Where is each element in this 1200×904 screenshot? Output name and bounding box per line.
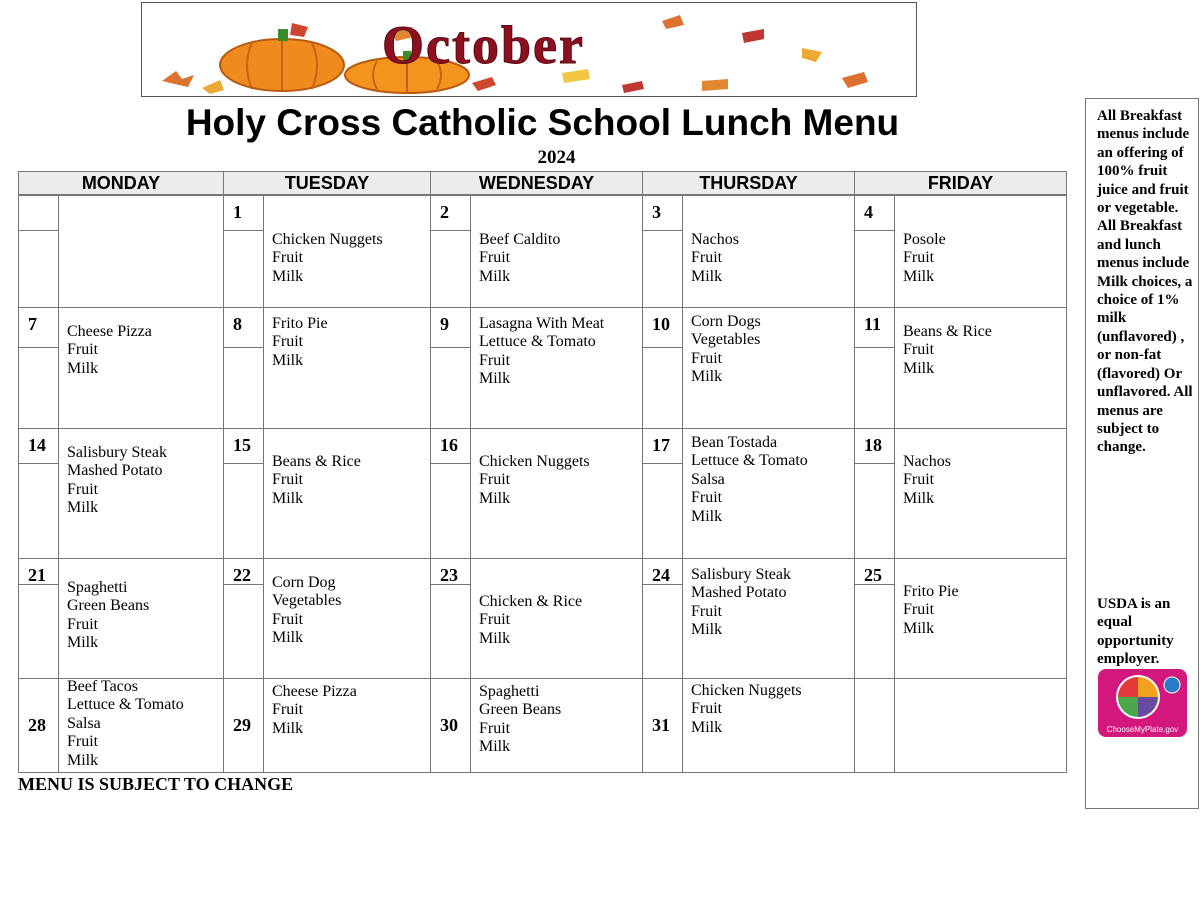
menu-items — [903, 583, 959, 638]
date-divider — [854, 347, 894, 348]
menu-items — [691, 231, 739, 286]
menu-item: Beef Caldito — [479, 231, 561, 248]
menu-item: Fruit — [479, 249, 511, 267]
menu-item: Fruit — [272, 333, 304, 351]
menu-items — [479, 231, 560, 286]
menu-item: Milk — [479, 738, 511, 756]
menu-items — [903, 323, 992, 378]
menu-items — [691, 434, 808, 526]
menu-item: Fruit — [272, 471, 304, 489]
menu-items — [903, 231, 946, 286]
date-number: 31 — [652, 715, 670, 735]
day-header-monday: MONDAY — [18, 171, 224, 195]
menu-item: Cheese Pizza — [272, 683, 357, 700]
menu-items — [479, 315, 604, 389]
menu-item: Lettuce & Tomato — [479, 333, 596, 351]
date-divider — [854, 230, 894, 231]
page-title: Holy Cross Catholic School Lunch Menu — [185, 102, 900, 143]
day-header-wednesday: WEDNESDAY — [430, 171, 643, 195]
date-number: 22 — [233, 565, 251, 585]
menu-item: Chicken & Rice — [479, 593, 583, 610]
menu-item: Fruit — [67, 615, 99, 633]
menu-item: Chicken Nuggets — [272, 231, 383, 248]
menu-item: Milk — [67, 499, 99, 517]
menu-item: Chicken Nuggets — [479, 453, 590, 470]
menu-items — [479, 593, 582, 648]
menu-item: Beans & Rice — [272, 453, 361, 470]
day-header-thursday: THURSDAY — [642, 171, 855, 195]
menu-item: Fruit — [903, 471, 935, 489]
menu-item: Mashed Potato — [691, 584, 787, 602]
menu-item: Milk — [691, 368, 723, 386]
menu-item: Corn Dogs — [691, 313, 761, 330]
menu-item: Fruit — [903, 341, 935, 359]
menu-item: Fruit — [903, 601, 935, 619]
date-divider — [642, 463, 682, 464]
menu-item: Corn Dog — [272, 574, 336, 591]
day-header-tuesday: TUESDAY — [223, 171, 431, 195]
date-column — [854, 678, 895, 773]
date-column — [18, 307, 59, 429]
menu-item: Salsa — [691, 470, 725, 488]
menu-item: Beef Tacos — [67, 678, 138, 695]
date-divider — [18, 463, 58, 464]
menu-item: Lasagna With Meat — [479, 315, 605, 332]
menu-item: Green Beans — [479, 701, 562, 719]
date-number: 11 — [864, 314, 882, 334]
date-divider — [430, 230, 470, 231]
menu-item: Milk — [691, 267, 723, 285]
date-divider — [854, 463, 894, 464]
menu-item: Cheese Pizza — [67, 323, 152, 340]
october-banner — [141, 2, 917, 97]
menu-item: Milk — [479, 370, 511, 388]
menu-item: Fruit — [67, 341, 99, 359]
date-number: 16 — [440, 435, 458, 455]
date-divider — [18, 347, 58, 348]
date-number: 15 — [233, 435, 251, 455]
menu-item: Fruit — [691, 489, 723, 507]
menu-item: Milk — [691, 507, 723, 525]
date-number: 30 — [440, 715, 458, 735]
menu-items — [67, 444, 167, 518]
menu-item: Milk — [67, 634, 99, 652]
menu-item: Milk — [67, 359, 99, 377]
date-column — [430, 195, 471, 308]
date-number: 17 — [652, 435, 670, 455]
menu-item: Milk — [479, 629, 511, 647]
date-number: 24 — [652, 565, 670, 585]
date-number: 10 — [652, 314, 670, 334]
menu-item: Fruit — [691, 602, 723, 620]
menu-item: Milk — [903, 267, 935, 285]
menu-change-notice: MENU IS SUBJECT TO CHANGE — [18, 774, 294, 794]
menu-item: Fruit — [691, 249, 723, 267]
menu-items — [272, 453, 361, 508]
menu-item: Posole — [903, 231, 946, 248]
menu-items — [903, 453, 951, 508]
menu-items — [272, 315, 328, 370]
myplate-label: ChooseMyPlate.gov — [1106, 725, 1179, 734]
menu-items — [67, 678, 184, 770]
myplate-plate-icon — [1098, 669, 1187, 727]
menu-items — [272, 683, 357, 738]
menu-item: Bean Tostada — [691, 434, 778, 451]
menu-items — [272, 231, 383, 286]
menu-item: Fruit — [903, 249, 935, 267]
menu-item: Nachos — [903, 453, 951, 470]
menu-item: Milk — [691, 621, 723, 639]
date-number: 25 — [864, 565, 882, 585]
menu-items — [691, 566, 791, 640]
menu-item: Milk — [272, 719, 304, 737]
date-column — [854, 195, 895, 308]
menu-item: Lettuce & Tomato — [691, 452, 808, 470]
day-header-friday: FRIDAY — [854, 171, 1067, 195]
menu-item: Frito Pie — [272, 315, 328, 332]
menu-items — [691, 682, 802, 737]
nutrition-sidebar — [1085, 98, 1199, 809]
date-column — [18, 195, 59, 308]
menu-items — [67, 579, 149, 653]
date-number: 23 — [440, 565, 458, 585]
menu-item: Fruit — [479, 611, 511, 629]
menu-item: Milk — [272, 351, 304, 369]
menu-item: Fruit — [479, 471, 511, 489]
menu-item: Milk — [691, 718, 723, 736]
menu-item: Milk — [272, 629, 304, 647]
menu-item: Fruit — [67, 733, 99, 751]
date-number: 1 — [233, 202, 242, 222]
date-column — [430, 307, 471, 429]
menu-items — [272, 574, 341, 648]
menu-item: Spaghetti — [479, 683, 540, 700]
menu-item: Fruit — [272, 610, 304, 628]
menu-item: Beans & Rice — [903, 323, 992, 340]
date-divider — [642, 347, 682, 348]
menu-item: Fruit — [691, 700, 723, 718]
menu-item: Fruit — [691, 349, 723, 367]
menu-item: Lettuce & Tomato — [67, 696, 184, 714]
date-number: 9 — [440, 314, 449, 334]
menu-item: Milk — [272, 267, 304, 285]
menu-item: Fruit — [479, 351, 511, 369]
menu-item: Vegetables — [272, 592, 342, 610]
menu-item: Salisbury Steak — [691, 566, 791, 583]
usda-statement: USDA is an equal opportunity employer. — [1097, 596, 1174, 668]
menu-item: Salsa — [67, 714, 101, 732]
menu-item: Fruit — [272, 249, 304, 267]
date-number: 14 — [28, 435, 46, 455]
menu-item: Vegetables — [691, 331, 761, 349]
menu-item: Mashed Potato — [67, 462, 163, 480]
date-divider — [18, 230, 58, 231]
menu-items — [479, 453, 590, 508]
lunch-calendar — [18, 171, 1066, 772]
date-divider — [223, 230, 263, 231]
menu-item: Milk — [903, 619, 935, 637]
date-column — [223, 307, 264, 429]
year-label: 2024 — [537, 147, 576, 168]
date-number: 4 — [864, 202, 873, 222]
date-divider — [430, 463, 470, 464]
october-banner-art — [142, 3, 917, 97]
date-number: 7 — [28, 314, 37, 334]
menu-item: Milk — [903, 489, 935, 507]
date-number: 8 — [233, 314, 242, 334]
menu-item: Fruit — [479, 719, 511, 737]
menu-items — [691, 313, 761, 387]
october-text: October — [382, 15, 585, 75]
menu-item: Nachos — [691, 231, 739, 248]
date-number: 28 — [28, 715, 46, 735]
menu-item: Salisbury Steak — [67, 444, 167, 461]
date-divider — [223, 347, 263, 348]
date-number: 29 — [233, 715, 251, 735]
date-column — [642, 195, 683, 308]
menu-item: Fruit — [272, 701, 304, 719]
menu-item: Milk — [479, 489, 511, 507]
date-column — [223, 195, 264, 308]
date-divider — [430, 347, 470, 348]
menu-item: Green Beans — [67, 597, 150, 615]
date-number: 3 — [652, 202, 661, 222]
menu-item: Milk — [903, 359, 935, 377]
menu-item: Milk — [272, 489, 304, 507]
date-divider — [642, 230, 682, 231]
menu-items — [479, 683, 561, 757]
menu-item: Milk — [479, 267, 511, 285]
menu-item: Chicken Nuggets — [691, 682, 802, 699]
menu-items — [67, 323, 152, 378]
date-number: 2 — [440, 202, 449, 222]
breakfast-note: All Breakfast menus include an offering of 100% fruit juice and fruit or vegetable. All Breakfast and lunch menus include Milk choices, a choice of 1% milk (unflavored) , or non-fat (flavored) Or unflavored. All menus are subject to change. — [1097, 108, 1193, 456]
date-number: 21 — [28, 565, 46, 585]
menu-item: Frito Pie — [903, 583, 959, 600]
menu-item: Fruit — [67, 480, 99, 498]
menu-item: Spaghetti — [67, 579, 128, 596]
date-number: 18 — [864, 435, 882, 455]
date-divider — [223, 463, 263, 464]
myplate-logo — [1098, 669, 1187, 737]
menu-item: Milk — [67, 751, 99, 769]
